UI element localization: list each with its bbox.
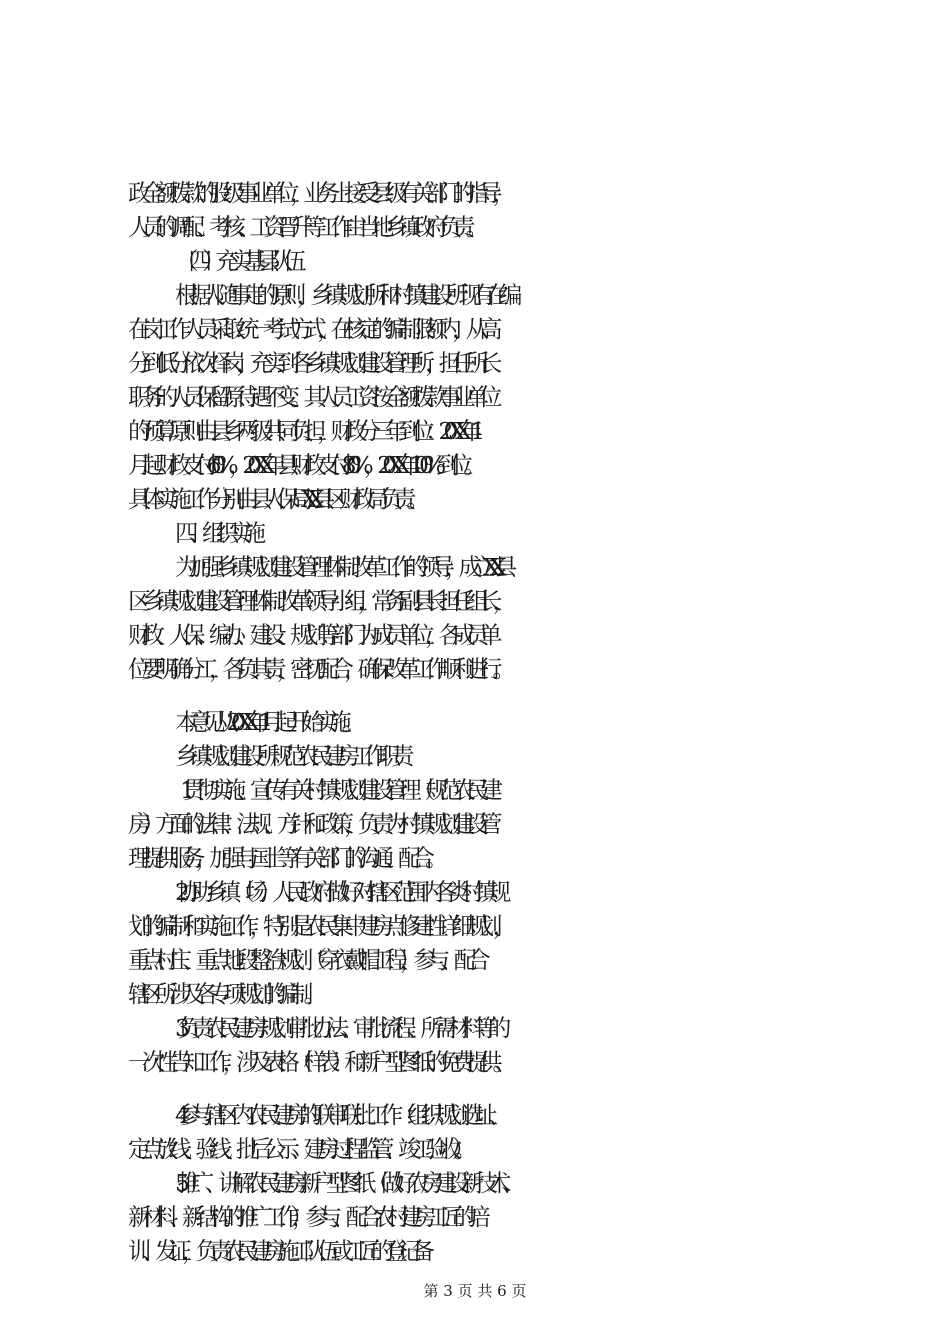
section-heading: （四）充实基层队伍 bbox=[175, 247, 297, 275]
text-line: 财政、人保、编办、建设、规划等部门为成员单位，各成员单 bbox=[128, 621, 493, 649]
section-heading: 四、组织实施 bbox=[175, 519, 256, 547]
text-line: 一次性告知工作，涉及表格（样表）和新户型图纸的免费提供。 bbox=[128, 1048, 506, 1076]
text-line: 政全额拨款的股级事业单位，业务上接受县级有关部门的指导， bbox=[128, 179, 506, 207]
text-line: 本意见从 20XX 年 1 月起开始实施。 bbox=[175, 708, 356, 736]
text-line: 月起财政支付 60%，20XX 年县财政支付 80%，20XX 年 100%到位。 bbox=[128, 451, 477, 479]
text-line: 根据人随事走的原则，乡镇规划所和村镇建设所现有在编 bbox=[175, 281, 513, 309]
text-line: 分到低分依次择岗，充实到各乡镇规划建设管理所，担任所长 bbox=[128, 349, 493, 377]
text-line: 定点放线、验线、批后公示、建房过程监管、竣工验收）。 bbox=[128, 1135, 468, 1163]
text-line: 重点村庄、重点地段整治规划（穿衣戴帽工程），参与、配合 bbox=[128, 946, 481, 974]
text-line: 训、发证，负责农民建房施工队伍或工匠的登记备 bbox=[128, 1237, 425, 1265]
text-line: 辖区所涉及各专项规划的编制。 bbox=[128, 980, 317, 1008]
text-line: 4.参与辖区内农民建房的联审联批工作（组织规划选址、 bbox=[175, 1101, 502, 1129]
text-line: 理提供服务，加强与国土等有关部门的沟通、配合。 bbox=[128, 844, 439, 872]
text-line: 5.推广、讲解农民建房新户型图纸（做好农房建设新技术、 bbox=[175, 1169, 515, 1197]
text-line: 1.贯彻实施、宣传有关村镇规划建设管理（规范农民建 bbox=[180, 776, 493, 804]
page-footer: 第 3 页 共 6 页 bbox=[423, 1282, 527, 1300]
text-line: 在岗工作人员采取统一考试方式，在核定的编制限额内，从高 bbox=[128, 315, 493, 343]
text-line: 人员的调配、考核、工资晋升等工作由当地乡镇政府负责。 bbox=[128, 213, 479, 241]
text-line: 区乡镇规划建设管理体制改革领导小组，常务副县长担任组长， bbox=[128, 587, 506, 615]
text-line: 3.负责农民建房规划审批办法、审批流程、所需材料等的 bbox=[175, 1014, 502, 1042]
text-line: 房）方面的法律、法规、方针和政策，负责为村镇规划建设管 bbox=[128, 810, 493, 838]
text-line: 2.协助乡镇（场）人民政府做好对辖区范围内各类村镇规 bbox=[175, 878, 502, 906]
text-line: 的预算原则由县乡两级共同负担，财政分三年到位：20XX 年 1 bbox=[128, 417, 476, 445]
text-line: 为加强乡镇规划建设管理体制改革工作的领导，成立 XX 县 bbox=[175, 553, 508, 581]
text-line: 具体实施工作分别由县人保局 XX 县区财政局负责。 bbox=[128, 485, 420, 513]
section-heading: 乡镇规划建设所规范农民建房工作职责 bbox=[175, 742, 405, 770]
text-line: 划的编制和实施工作，特别是农民集中建房点修建性详细规划， bbox=[128, 912, 506, 940]
text-line: 职务的人员保留原待遇不变。其人员工资按全额拨款事业单位 bbox=[128, 383, 493, 411]
text-line: 位要明确分工，各负其责，密切配合，确保改革工作顺利进行。 bbox=[128, 655, 506, 683]
text-line: 新材料、新结构的推广工作），参与、配合农村建房工匠的培 bbox=[128, 1203, 481, 1231]
